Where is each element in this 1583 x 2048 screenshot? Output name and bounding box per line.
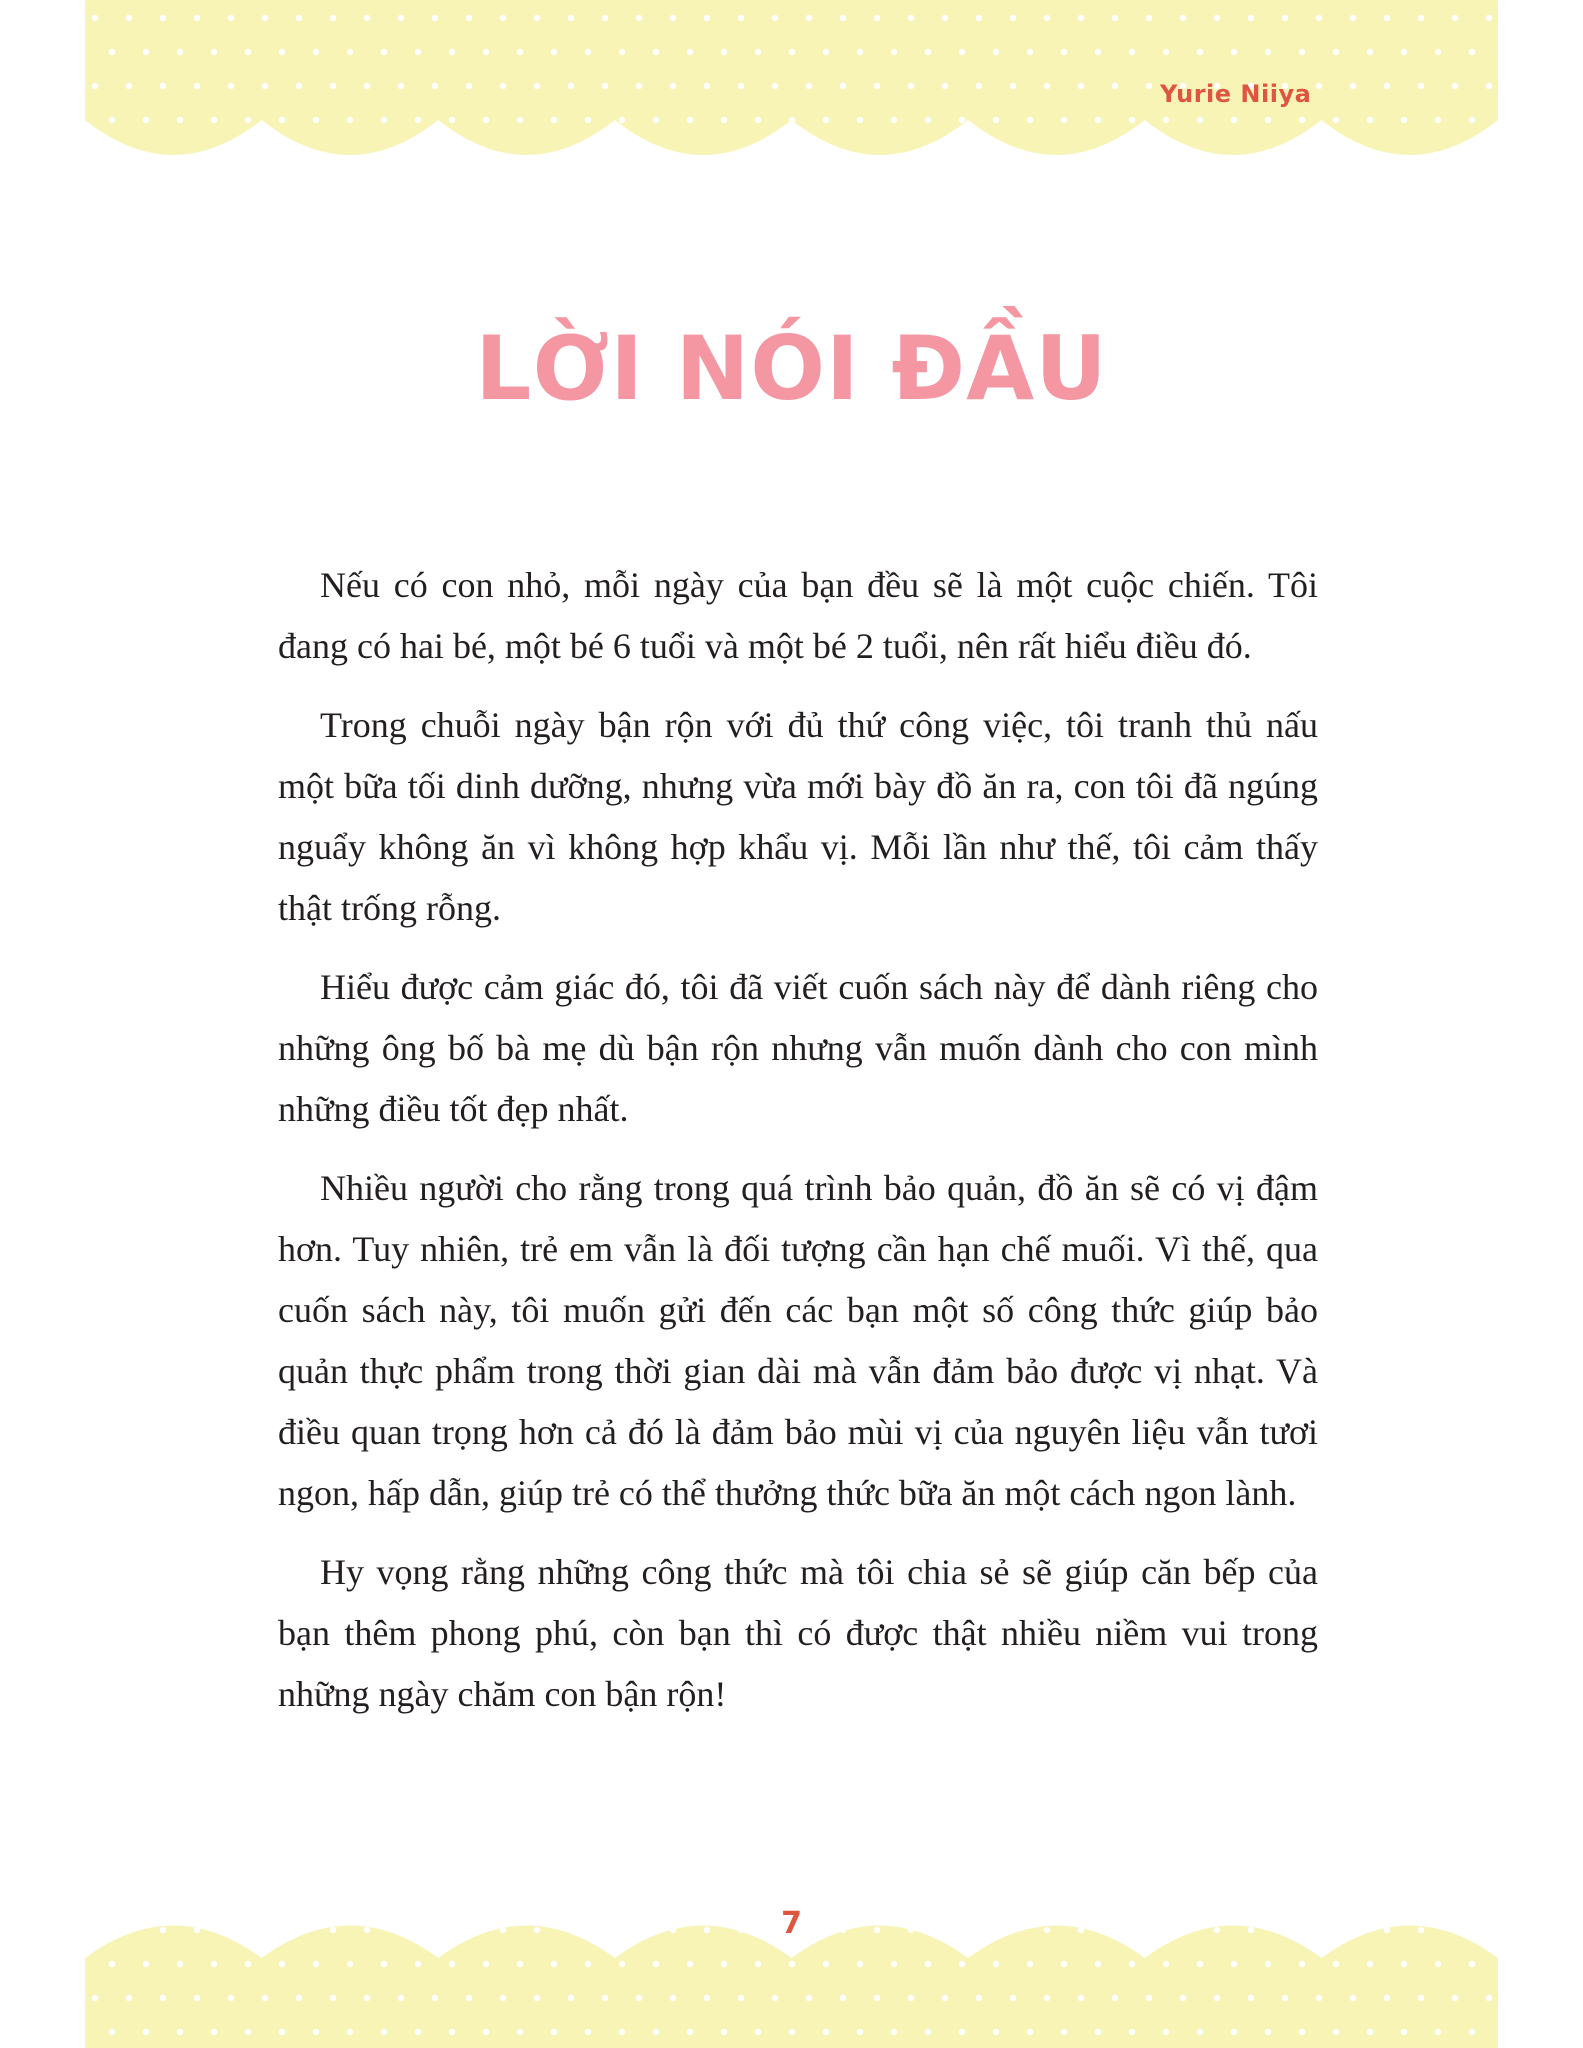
polka-dot bbox=[194, 1995, 200, 2001]
polka-dot bbox=[313, 49, 319, 55]
polka-dot bbox=[245, 117, 251, 123]
polka-dot bbox=[959, 2029, 965, 2035]
polka-dot bbox=[449, 49, 455, 55]
polka-dot bbox=[789, 2029, 795, 2035]
polka-dot bbox=[1163, 2029, 1169, 2035]
polka-dot bbox=[211, 2029, 217, 2035]
polka-dot bbox=[92, 15, 98, 21]
polka-dot bbox=[347, 2029, 353, 2035]
polka-dot bbox=[449, 117, 455, 123]
polka-dot bbox=[517, 49, 523, 55]
polka-dot bbox=[1112, 83, 1118, 89]
polka-dot bbox=[126, 1995, 132, 2001]
polka-dot bbox=[279, 49, 285, 55]
polka-dot bbox=[1435, 49, 1441, 55]
polka-dot bbox=[636, 15, 642, 21]
polka-dot bbox=[772, 83, 778, 89]
polka-dot bbox=[874, 15, 880, 21]
polka-dot bbox=[857, 49, 863, 55]
polka-dot bbox=[653, 49, 659, 55]
polka-dot bbox=[1129, 2029, 1135, 2035]
polka-dot bbox=[1486, 15, 1492, 21]
polka-dot bbox=[1435, 1961, 1441, 1967]
polka-dot bbox=[177, 49, 183, 55]
polka-dot bbox=[789, 1961, 795, 1967]
polka-dot bbox=[1367, 2029, 1373, 2035]
polka-dot bbox=[296, 1995, 302, 2001]
polka-dot bbox=[1027, 117, 1033, 123]
polka-dot bbox=[177, 117, 183, 123]
polka-dot bbox=[1486, 1995, 1492, 2001]
polka-dot bbox=[1180, 15, 1186, 21]
polka-dot bbox=[228, 15, 234, 21]
polka-dot bbox=[891, 117, 897, 123]
paragraph-1: Nếu có con nhỏ, mỗi ngày của bạn đều sẽ là một cuộc chiến. Tôi đang có hai bé, một bé 6 tuổi và một bé 2 tuổi, nên rất hiểu điều đó. bbox=[278, 565, 1318, 666]
polka-dot bbox=[1265, 117, 1271, 123]
polka-dot bbox=[1197, 117, 1203, 123]
polka-dot bbox=[942, 83, 948, 89]
polka-dot bbox=[160, 1995, 166, 2001]
polka-dot bbox=[1129, 1961, 1135, 1967]
polka-dot bbox=[1452, 1995, 1458, 2001]
polka-dot bbox=[126, 83, 132, 89]
polka-dot bbox=[1044, 15, 1050, 21]
polka-dot bbox=[415, 49, 421, 55]
polka-dot bbox=[942, 15, 948, 21]
polka-dot bbox=[1282, 1995, 1288, 2001]
polka-dot bbox=[1197, 49, 1203, 55]
polka-dot bbox=[1350, 15, 1356, 21]
polka-dot bbox=[619, 117, 625, 123]
polka-dot bbox=[330, 1995, 336, 2001]
polka-dot bbox=[1452, 83, 1458, 89]
polka-dot bbox=[772, 1995, 778, 2001]
polka-dot bbox=[143, 1961, 149, 1967]
polka-dot bbox=[1299, 2029, 1305, 2035]
polka-dot bbox=[92, 83, 98, 89]
polka-dot bbox=[704, 15, 710, 21]
polka-dot bbox=[1197, 2029, 1203, 2035]
polka-dot bbox=[636, 83, 642, 89]
polka-dot bbox=[551, 49, 557, 55]
polka-dot bbox=[1435, 2029, 1441, 2035]
polka-dot bbox=[721, 1961, 727, 1967]
polka-dot bbox=[1282, 15, 1288, 21]
polka-dot bbox=[245, 49, 251, 55]
polka-dot bbox=[279, 117, 285, 123]
polka-dot bbox=[721, 49, 727, 55]
polka-dot bbox=[364, 15, 370, 21]
polka-dot bbox=[1078, 1995, 1084, 2001]
polka-dot bbox=[891, 1961, 897, 1967]
polka-dot bbox=[551, 117, 557, 123]
polka-dot bbox=[228, 83, 234, 89]
polka-dot bbox=[466, 83, 472, 89]
polka-dot bbox=[1384, 15, 1390, 21]
polka-dot bbox=[160, 15, 166, 21]
polka-dot bbox=[1469, 1961, 1475, 1967]
polka-dot bbox=[177, 2029, 183, 2035]
polka-dot bbox=[670, 15, 676, 21]
polka-dot bbox=[1129, 117, 1135, 123]
polka-dot bbox=[1180, 1995, 1186, 2001]
polka-dot bbox=[568, 15, 574, 21]
polka-dot bbox=[432, 1995, 438, 2001]
polka-dot bbox=[194, 15, 200, 21]
polka-dot bbox=[1146, 1995, 1152, 2001]
polka-dot bbox=[262, 83, 268, 89]
polka-dot bbox=[704, 1995, 710, 2001]
polka-dot bbox=[619, 1961, 625, 1967]
polka-dot bbox=[109, 2029, 115, 2035]
polka-dot bbox=[364, 1995, 370, 2001]
polka-dot bbox=[483, 1961, 489, 1967]
polka-dot bbox=[1231, 117, 1237, 123]
polka-dot bbox=[381, 1961, 387, 1967]
polka-dot bbox=[194, 83, 200, 89]
polka-dot bbox=[1350, 83, 1356, 89]
polka-dot bbox=[738, 83, 744, 89]
polka-dot bbox=[959, 49, 965, 55]
polka-dot bbox=[738, 15, 744, 21]
polka-dot bbox=[670, 1995, 676, 2001]
polka-dot bbox=[721, 117, 727, 123]
polka-dot bbox=[517, 1961, 523, 1967]
polka-dot bbox=[1163, 1961, 1169, 1967]
polka-dot bbox=[1146, 15, 1152, 21]
top-scallop-pattern bbox=[0, 0, 1583, 160]
polka-dot bbox=[398, 83, 404, 89]
polka-dot bbox=[1333, 117, 1339, 123]
polka-dot bbox=[1095, 49, 1101, 55]
top-scallop-shape bbox=[85, 0, 1498, 155]
polka-dot bbox=[534, 83, 540, 89]
polka-dot bbox=[415, 2029, 421, 2035]
polka-dot bbox=[823, 117, 829, 123]
polka-dot bbox=[755, 49, 761, 55]
polka-dot bbox=[806, 1995, 812, 2001]
polka-dot bbox=[1061, 49, 1067, 55]
polka-dot bbox=[823, 1961, 829, 1967]
polka-dot bbox=[1010, 15, 1016, 21]
polka-dot bbox=[959, 1961, 965, 1967]
polka-dot bbox=[857, 117, 863, 123]
polka-dot bbox=[840, 15, 846, 21]
polka-dot bbox=[1231, 49, 1237, 55]
polka-dot bbox=[857, 2029, 863, 2035]
polka-dot bbox=[143, 49, 149, 55]
paragraph-2: Trong chuỗi ngày bận rộn với đủ thứ công việc, tôi tranh thủ nấu một bữa tối dinh dưỡng, nhưng vừa mới bày đồ ăn ra, con tôi đã ngúng nguẩy không ăn vì không hợp khẩu vị. Mỗi lần như thế, tôi cảm thấy thật trống rỗng. bbox=[278, 705, 1318, 928]
polka-dot bbox=[1469, 49, 1475, 55]
polka-dot bbox=[1214, 15, 1220, 21]
polka-dot bbox=[1248, 15, 1254, 21]
polka-dot bbox=[602, 15, 608, 21]
polka-dot bbox=[1299, 117, 1305, 123]
polka-dot bbox=[585, 2029, 591, 2035]
polka-dot bbox=[466, 15, 472, 21]
polka-dot bbox=[874, 1995, 880, 2001]
polka-dot bbox=[1384, 83, 1390, 89]
polka-dot bbox=[1299, 1961, 1305, 1967]
polka-dot bbox=[1401, 49, 1407, 55]
polka-dot bbox=[568, 83, 574, 89]
polka-dot bbox=[687, 117, 693, 123]
polka-dot bbox=[942, 1995, 948, 2001]
polka-dot bbox=[789, 49, 795, 55]
polka-dot bbox=[347, 1961, 353, 1967]
polka-dot bbox=[568, 1995, 574, 2001]
polka-dot bbox=[1095, 2029, 1101, 2035]
polka-dot bbox=[415, 117, 421, 123]
polka-dot bbox=[177, 1961, 183, 1967]
polka-dot bbox=[109, 1961, 115, 1967]
polka-dot bbox=[1197, 1961, 1203, 1967]
polka-dot bbox=[1163, 49, 1169, 55]
polka-dot bbox=[534, 15, 540, 21]
polka-dot bbox=[1044, 1995, 1050, 2001]
page-title: LỜI NÓI ĐẦU bbox=[475, 317, 1108, 420]
paragraph-3: Hiểu được cảm giác đó, tôi đã viết cuốn sách này để dành riêng cho những ông bố bà mẹ dù bận rộn nhưng vẫn muốn dành cho con mình những điều tốt đẹp nhất. bbox=[278, 967, 1318, 1129]
polka-dot bbox=[1061, 1961, 1067, 1967]
polka-dot bbox=[143, 2029, 149, 2035]
polka-dot bbox=[313, 117, 319, 123]
polka-dot bbox=[1163, 117, 1169, 123]
polka-dot bbox=[245, 2029, 251, 2035]
polka-dot bbox=[1469, 117, 1475, 123]
polka-dot bbox=[1078, 83, 1084, 89]
polka-dot bbox=[296, 15, 302, 21]
polka-dot bbox=[976, 83, 982, 89]
polka-dot bbox=[415, 1961, 421, 1967]
polka-dot bbox=[1010, 1995, 1016, 2001]
polka-dot bbox=[602, 1995, 608, 2001]
page-number: 7 bbox=[781, 1906, 802, 1941]
polka-dot bbox=[993, 117, 999, 123]
polka-dot bbox=[925, 49, 931, 55]
polka-dot bbox=[891, 2029, 897, 2035]
polka-dot bbox=[245, 1961, 251, 1967]
polka-dot bbox=[381, 2029, 387, 2035]
polka-dot bbox=[925, 1961, 931, 1967]
polka-dot bbox=[449, 1961, 455, 1967]
polka-dot bbox=[1384, 1995, 1390, 2001]
polka-dot bbox=[92, 1995, 98, 2001]
polka-dot bbox=[1401, 117, 1407, 123]
polka-dot bbox=[228, 1995, 234, 2001]
polka-dot bbox=[1027, 49, 1033, 55]
polka-dot bbox=[1299, 49, 1305, 55]
polka-dot bbox=[670, 83, 676, 89]
polka-dot bbox=[1367, 117, 1373, 123]
polka-dot bbox=[636, 1995, 642, 2001]
polka-dot bbox=[1231, 2029, 1237, 2035]
polka-dot bbox=[1333, 1961, 1339, 1967]
polka-dot bbox=[653, 1961, 659, 1967]
polka-dot bbox=[1112, 15, 1118, 21]
polka-dot bbox=[925, 2029, 931, 2035]
polka-dot bbox=[1486, 83, 1492, 89]
polka-dot bbox=[347, 117, 353, 123]
polka-dot bbox=[381, 49, 387, 55]
top-decorative-band bbox=[0, 0, 1583, 160]
polka-dot bbox=[585, 117, 591, 123]
polka-dot bbox=[976, 1995, 982, 2001]
polka-dot bbox=[109, 49, 115, 55]
polka-dot bbox=[1044, 83, 1050, 89]
polka-dot bbox=[687, 49, 693, 55]
polka-dot bbox=[840, 83, 846, 89]
polka-dot bbox=[789, 117, 795, 123]
polka-dot bbox=[738, 1995, 744, 2001]
polka-dot bbox=[1367, 49, 1373, 55]
polka-dot bbox=[1316, 15, 1322, 21]
polka-dot bbox=[1418, 83, 1424, 89]
polka-dot bbox=[330, 83, 336, 89]
polka-dot bbox=[687, 1961, 693, 1967]
polka-dot bbox=[279, 2029, 285, 2035]
polka-dot bbox=[1112, 1995, 1118, 2001]
polka-dot bbox=[432, 15, 438, 21]
polka-dot bbox=[1061, 117, 1067, 123]
polka-dot bbox=[1010, 83, 1016, 89]
polka-dot bbox=[1469, 2029, 1475, 2035]
polka-dot bbox=[432, 83, 438, 89]
polka-dot bbox=[296, 83, 302, 89]
polka-dot bbox=[347, 49, 353, 55]
polka-dot bbox=[500, 15, 506, 21]
polka-dot bbox=[1078, 15, 1084, 21]
polka-dot bbox=[1316, 1995, 1322, 2001]
polka-dot bbox=[1095, 117, 1101, 123]
polka-dot bbox=[993, 49, 999, 55]
polka-dot bbox=[1350, 1995, 1356, 2001]
polka-dot bbox=[772, 15, 778, 21]
polka-dot bbox=[823, 2029, 829, 2035]
polka-dot bbox=[262, 15, 268, 21]
polka-dot bbox=[806, 15, 812, 21]
polka-dot bbox=[891, 49, 897, 55]
polka-dot bbox=[687, 2029, 693, 2035]
polka-dot bbox=[313, 2029, 319, 2035]
polka-dot bbox=[1265, 2029, 1271, 2035]
polka-dot bbox=[1095, 1961, 1101, 1967]
polka-dot bbox=[1061, 2029, 1067, 2035]
polka-dot bbox=[483, 2029, 489, 2035]
polka-dot bbox=[483, 49, 489, 55]
polka-dot bbox=[908, 83, 914, 89]
polka-dot bbox=[959, 117, 965, 123]
polka-dot bbox=[585, 49, 591, 55]
polka-dot bbox=[330, 15, 336, 21]
polka-dot bbox=[1027, 1961, 1033, 1967]
polka-dot bbox=[500, 83, 506, 89]
polka-dot bbox=[109, 117, 115, 123]
polka-dot bbox=[619, 2029, 625, 2035]
polka-dot bbox=[449, 2029, 455, 2035]
polka-dot bbox=[1146, 83, 1152, 89]
polka-dot bbox=[1418, 15, 1424, 21]
polka-dot bbox=[466, 1995, 472, 2001]
polka-dot bbox=[279, 1961, 285, 1967]
polka-dot bbox=[1435, 117, 1441, 123]
polka-dot bbox=[1333, 2029, 1339, 2035]
polka-dot bbox=[721, 2029, 727, 2035]
polka-dot bbox=[619, 49, 625, 55]
polka-dot bbox=[653, 117, 659, 123]
polka-dot bbox=[806, 83, 812, 89]
polka-dot bbox=[126, 15, 132, 21]
polka-dot bbox=[755, 2029, 761, 2035]
polka-dot bbox=[874, 83, 880, 89]
polka-dot bbox=[517, 2029, 523, 2035]
polka-dot bbox=[993, 2029, 999, 2035]
polka-dot bbox=[925, 117, 931, 123]
polka-dot bbox=[381, 117, 387, 123]
polka-dot bbox=[211, 1961, 217, 1967]
polka-dot bbox=[364, 83, 370, 89]
polka-dot bbox=[993, 1961, 999, 1967]
polka-dot bbox=[500, 1995, 506, 2001]
polka-dot bbox=[1265, 1961, 1271, 1967]
polka-dot bbox=[517, 117, 523, 123]
polka-dot bbox=[857, 1961, 863, 1967]
polka-dot bbox=[534, 1995, 540, 2001]
polka-dot bbox=[1401, 1961, 1407, 1967]
polka-dot bbox=[755, 117, 761, 123]
polka-dot bbox=[160, 83, 166, 89]
polka-dot bbox=[483, 117, 489, 123]
polka-dot bbox=[1265, 49, 1271, 55]
polka-dot bbox=[143, 117, 149, 123]
author-name: Yurie Niiya bbox=[1160, 80, 1312, 108]
polka-dot bbox=[602, 83, 608, 89]
polka-dot bbox=[398, 1995, 404, 2001]
polka-dot bbox=[1214, 1995, 1220, 2001]
polka-dot bbox=[1452, 15, 1458, 21]
polka-dot bbox=[908, 15, 914, 21]
polka-dot bbox=[1418, 1995, 1424, 2001]
paragraph-4: Nhiều người cho rằng trong quá trình bảo quản, đồ ăn sẽ có vị đậm hơn. Tuy nhiên, trẻ em vẫn là đối tượng cần hạn chế muối. Vì thế, qua cuốn sách này, tôi muốn gửi đến các bạn một số công thức giúp bảo quản thực phẩm trong thời gian dài mà vẫn đảm bảo được vị nhạt. Và điều quan trọng hơn cả đó là đảm bảo mùi vị của nguyên liệu vẫn tươi ngon, hấp dẫn, giúp trẻ có thể thưởng thức bữa ăn một cách ngon lành. bbox=[278, 1168, 1318, 1513]
polka-dot bbox=[755, 1961, 761, 1967]
polka-dot bbox=[1129, 49, 1135, 55]
polka-dot bbox=[908, 1995, 914, 2001]
polka-dot bbox=[1367, 1961, 1373, 1967]
polka-dot bbox=[1333, 49, 1339, 55]
polka-dot bbox=[585, 1961, 591, 1967]
polka-dot bbox=[551, 2029, 557, 2035]
polka-dot bbox=[398, 15, 404, 21]
polka-dot bbox=[1401, 2029, 1407, 2035]
polka-dot bbox=[840, 1995, 846, 2001]
polka-dot bbox=[262, 1995, 268, 2001]
polka-dot bbox=[653, 2029, 659, 2035]
polka-dot bbox=[1231, 1961, 1237, 1967]
polka-dot bbox=[211, 117, 217, 123]
polka-dot bbox=[211, 49, 217, 55]
polka-dot bbox=[823, 49, 829, 55]
polka-dot bbox=[1248, 1995, 1254, 2001]
polka-dot bbox=[551, 1961, 557, 1967]
preface-body bbox=[278, 555, 1318, 1743]
polka-dot bbox=[1027, 2029, 1033, 2035]
paragraph-5: Hy vọng rằng những công thức mà tôi chia sẻ sẽ giúp căn bếp của bạn thêm phong phú, còn bạn thì có được thật nhiều niềm vui trong những ngày chăm con bận rộn! bbox=[278, 1552, 1318, 1714]
polka-dot bbox=[976, 15, 982, 21]
polka-dot bbox=[313, 1961, 319, 1967]
polka-dot bbox=[704, 83, 710, 89]
